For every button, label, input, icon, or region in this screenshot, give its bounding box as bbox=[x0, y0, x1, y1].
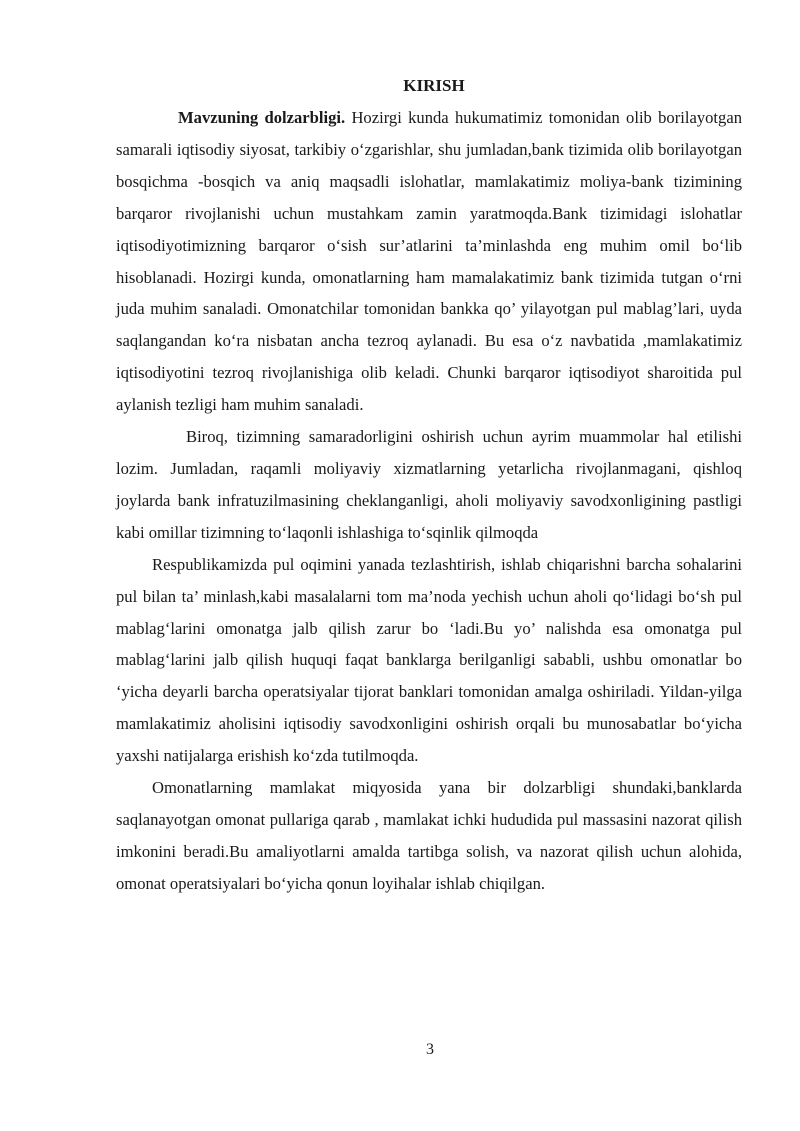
document-page bbox=[116, 72, 742, 900]
paragraph-relevance bbox=[116, 102, 742, 421]
paragraph-text: Hozirgi kunda hukumatimiz tomonidan olib borilayotgan samarali iqtisodiy siyosat, tarkibiy o‘zgarishlar, shu jumladan,bank tizimida olib borilayotgan bosqichma -bosqich va aniq maqsadli islohatlar, mamlakatimiz moliya-bank tizimining barqaror rivojlanishi uchun mustahkam zamin yaratmoqda.Bank tizimidagi islohatlar iqtisodiyotimizning barqaror o‘sish sur’atlarini ta’minlashda eng muhim omil bo‘lib hisoblanadi. Hozirgi kunda, omonatlarning ham mamalakatimiz bank tizimida tutgan o‘rni juda muhim sanaladi. Omonatchilar tomonidan bankka qo’ yilayotgan pul mablag’lari, uyda saqlangandan ko‘ra nisbatan ancha tezroq aylanadi. Bu esa o‘z navbatida ,mamlakatimiz iqtisodiyotini tezroq rivojlanishiga olib keladi. Chunki barqaror iqtisodiyot sharoitida pul aylanish tezligi ham muhim sanaladi. bbox=[116, 108, 743, 415]
paragraph-deposits: Omonatlarning mamlakat miqyosida yana bir dolzarbligi shundaki,banklarda saqlanayotgan omonat pullariga qarab , mamlakat ichki hududida pul massasini nazorat qilish imkonini beradi.Bu amaliyotlarni amalda tartibga solish, va nazorat qilish uchun alohida, omonat operatsiyalari bo‘yicha qonun loyihalar ishlab chiqilgan. bbox=[116, 778, 742, 893]
page-number: 3 bbox=[426, 1041, 434, 1058]
paragraph-republic: Respublikamizda pul oqimini yanada tezlashtirish, ishlab chiqarishni barcha sohalarini pul bilan ta’ minlash,kabi masalalarni tom ma’noda yechish uchun aholi qo‘lidagi bo‘sh pul mablag‘larini omonatga jalb qilish zarur bo ‘ladi.Bu yo’ nalishda esa omonatga pul mablag‘larini jalb qilish huquqi faqat banklarga berilganligi sababli, ushbu omonatlar bo ‘yicha deyarli barcha operatsiyalar tijorat banklari tomonidan amalga oshiriladi. Yildan-yilga mamlakatimiz aholisini iqtisodiy savodxonligini oshirish orqali bu munosabatlar bo‘yicha yaxshi natijalarga erishish ko‘zda tutilmoqda. bbox=[116, 554, 742, 766]
paragraph-lead: Mavzuning dolzarbligi. bbox=[178, 108, 346, 127]
paragraph-problems: Biroq, tizimning samaradorligini oshirish uchun ayrim muammolar hal etilishi lozim. Jumladan, raqamli moliyaviy xizmatlarning yetarlicha rivojlanmagani, qishloq joylarda bank infratuzilmasining cheklanganligi, aholi moliyaviy savodxonligining pastligi kabi omillar tizimning to‘laqonli ishlashiga to‘sqinlik qilmoqda bbox=[116, 427, 742, 542]
section-heading: KIRISH bbox=[403, 76, 465, 95]
